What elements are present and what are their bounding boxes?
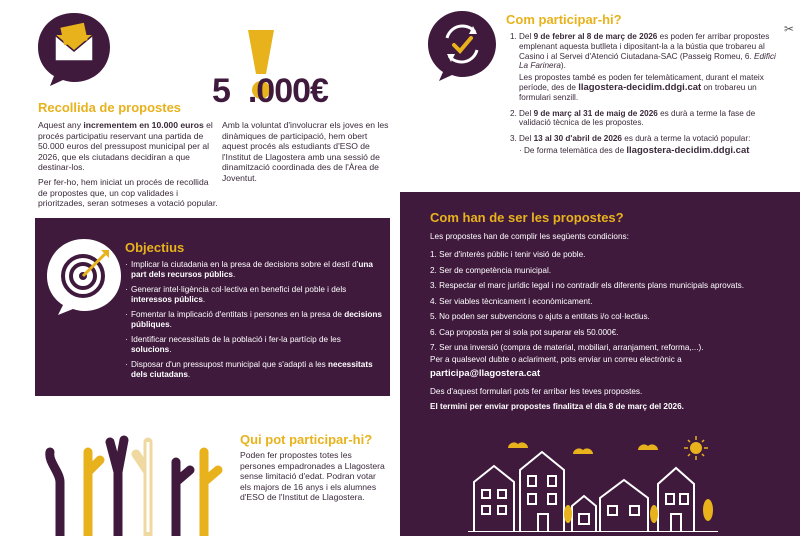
step-sub-text: · De forma telemàtica des de bbox=[519, 145, 627, 155]
recollida-p1-b: incrementem en 10.000 euros bbox=[83, 120, 204, 130]
step-text: es poden fer arribar propostes emplenant aquesta butlleta i dipositant-la a la bústia que trobareu al Casino i al Servei d'Atenció Ciutadana-SAC (Passeig Romeu, 6. bbox=[519, 32, 770, 61]
list-item bbox=[510, 32, 780, 103]
requirements-list bbox=[430, 250, 785, 359]
target-icon bbox=[43, 236, 125, 318]
requirements-intro: Les propostes han de complir les següents condicions: bbox=[430, 232, 629, 241]
step-building: Edifici La Farinera bbox=[519, 51, 776, 71]
item-text: Respectar el marc jurídic legal i no contradir els diferents plans municipals aprovats. bbox=[439, 281, 745, 290]
scissors-icon: ✂ bbox=[784, 22, 795, 36]
item-number: 3. bbox=[430, 281, 440, 290]
objectius-list bbox=[125, 260, 383, 385]
recollida-paragraph-1 bbox=[38, 120, 218, 173]
youth-text: Amb la voluntat d'involucrar els joves en les dinàmiques de participació, hem obert aquest procés als estudiants d'ESO de l'Institut de Llagostera amb una sessió de dinamització coordinada des de l'Àrea de Joventut. bbox=[222, 120, 389, 183]
item-end: . bbox=[187, 370, 191, 379]
item-text: Cap proposta per si sola pot superar els 50.000€. bbox=[439, 327, 619, 337]
item-text: Fomentar la implicació d'entitats i persones en la presa de bbox=[131, 310, 345, 319]
list-item bbox=[125, 360, 383, 380]
recollida-title: Recollida de propostes bbox=[38, 100, 182, 115]
item-end: . bbox=[169, 345, 172, 354]
step-text: Del bbox=[519, 134, 534, 144]
form-text: Des d'aquest formulari pots fer arribar les teves propostes. bbox=[430, 386, 643, 396]
item-bold: solucions bbox=[131, 345, 170, 354]
raised-hands-icon bbox=[40, 412, 230, 536]
objectius-panel bbox=[35, 218, 390, 396]
step-sub bbox=[519, 146, 780, 156]
list-item bbox=[125, 260, 383, 280]
recollida-p1-c: el procés participatiu reservant una partida de 50.000 euros del pressupost municipal per al 2026, que els ciutadans decidiran a que destinar-los. bbox=[38, 120, 213, 173]
item-text: Generar intel·ligència col·lectiva en benefici del poble i dels bbox=[131, 285, 347, 294]
list-item bbox=[430, 266, 785, 282]
list-item bbox=[125, 285, 383, 305]
amount-pre: 5 bbox=[212, 72, 230, 110]
qui-text: Poden fer propostes totes les persones empadronades a Llagostera sense limitació d'edat. Podran votar els majors de 16 anys i els alumnes d'ESO de l'Institut de Llagostera. bbox=[240, 450, 385, 503]
step-sub bbox=[519, 73, 780, 102]
recollida-text bbox=[38, 120, 218, 213]
step-sub-text: Les propostes també es poden fer telemàticament, durant el mateix període, des de bbox=[519, 73, 764, 92]
step-text: Del bbox=[519, 32, 534, 41]
com-participar-title: Com participar-hi? bbox=[506, 12, 622, 27]
item-number: 4. bbox=[430, 296, 440, 306]
item-text: Ser d'interès públic i tenir visió de poble. bbox=[439, 250, 586, 259]
objectius-title: Objectius bbox=[125, 240, 185, 255]
item-text: Disposar d'un pressupost municipal que s'adapti a les bbox=[131, 360, 329, 369]
step-text: ). bbox=[560, 61, 566, 71]
item-bold: una part dels recursos públics bbox=[131, 260, 373, 279]
contact-email[interactable]: participa@llagostera.cat bbox=[430, 367, 541, 379]
envelope-icon bbox=[35, 10, 113, 88]
item-number: 5. bbox=[430, 312, 440, 321]
item-number: 7. bbox=[430, 343, 440, 352]
item-end: . bbox=[232, 270, 236, 279]
list-item bbox=[430, 281, 785, 297]
town-illustration-icon bbox=[468, 410, 718, 532]
list-item bbox=[430, 328, 785, 344]
step-number: 1. bbox=[510, 32, 517, 41]
requirements-panel bbox=[400, 192, 800, 536]
step-number: 2. bbox=[510, 108, 517, 118]
amount-post: .000€ bbox=[247, 72, 328, 110]
step-dates: 9 de febrer al 8 de març de 2026 bbox=[533, 32, 658, 41]
item-bold: interessos públics bbox=[131, 295, 203, 304]
step-dates: 9 de març al 31 de maig de 2026 bbox=[533, 108, 658, 118]
item-bold: decisions públiques bbox=[131, 310, 382, 329]
step-url[interactable]: llagostera-decidim.ddgi.cat bbox=[578, 81, 702, 93]
amount-figure bbox=[212, 72, 328, 111]
item-number: 2. bbox=[430, 265, 440, 275]
steps-list bbox=[510, 32, 780, 162]
list-item bbox=[430, 297, 785, 313]
list-item bbox=[125, 310, 383, 330]
step-number: 3. bbox=[510, 134, 517, 144]
list-item bbox=[430, 250, 785, 266]
item-text: Ser de competència municipal. bbox=[439, 265, 552, 275]
item-number: 1. bbox=[430, 250, 440, 259]
contact-text: Per a qualsevol dubte o aclariment, pots enviar un correu electrònic a bbox=[430, 355, 682, 364]
requirements-title: Com han de ser les propostes? bbox=[430, 210, 624, 225]
item-bold: necessitats dels ciutadans bbox=[131, 360, 373, 379]
list-item bbox=[510, 134, 780, 156]
calendar-refresh-icon bbox=[425, 8, 499, 82]
requirements-contact bbox=[430, 352, 785, 415]
list-item bbox=[125, 335, 383, 355]
qui-title: Qui pot participar-hi? bbox=[240, 432, 373, 447]
list-item bbox=[430, 312, 785, 328]
recollida-paragraph-2: Per fer-ho, hem iniciat un procés de recollida de propostes que, un cop validades i prioritzades, seran sotmeses a votació popular. bbox=[38, 176, 218, 209]
item-text: Ser una inversió (compra de material, mobiliari, arranjament, reforma,...). bbox=[439, 343, 704, 352]
item-text: Identificar necessitats de la població i fer-la partícip de les bbox=[131, 335, 341, 344]
item-number: 6. bbox=[430, 327, 440, 337]
step-dates: 13 al 30 d'abril de 2026 bbox=[533, 134, 622, 144]
deadline-text: El termini per enviar propostes finalitza el dia 8 de març del 2026. bbox=[430, 402, 684, 411]
step-sub-text: on trobareu un formulari senzill. bbox=[519, 82, 757, 102]
item-end: . bbox=[202, 295, 206, 304]
step-text: Del bbox=[519, 108, 534, 118]
step-text: es durà a terme la fase de validació tècnica de les propostes. bbox=[519, 108, 756, 128]
recollida-p1-a: Aquest any bbox=[38, 120, 84, 130]
item-text: No poden ser subvencions o ajuts a entitats i/o col·lectius. bbox=[439, 312, 650, 321]
item-text: Ser viables tècnicament i econòmicament. bbox=[439, 296, 593, 306]
amount-highlight bbox=[230, 72, 248, 110]
step-url[interactable]: llagostera-decidim.ddgi.cat bbox=[626, 144, 750, 156]
item-text: Implicar la ciutadania en la presa de decisions sobre el destí d' bbox=[131, 260, 359, 269]
step-text: es durà a terme la votació popular: bbox=[622, 134, 751, 144]
list-item bbox=[510, 109, 780, 129]
item-end: . bbox=[169, 320, 172, 329]
